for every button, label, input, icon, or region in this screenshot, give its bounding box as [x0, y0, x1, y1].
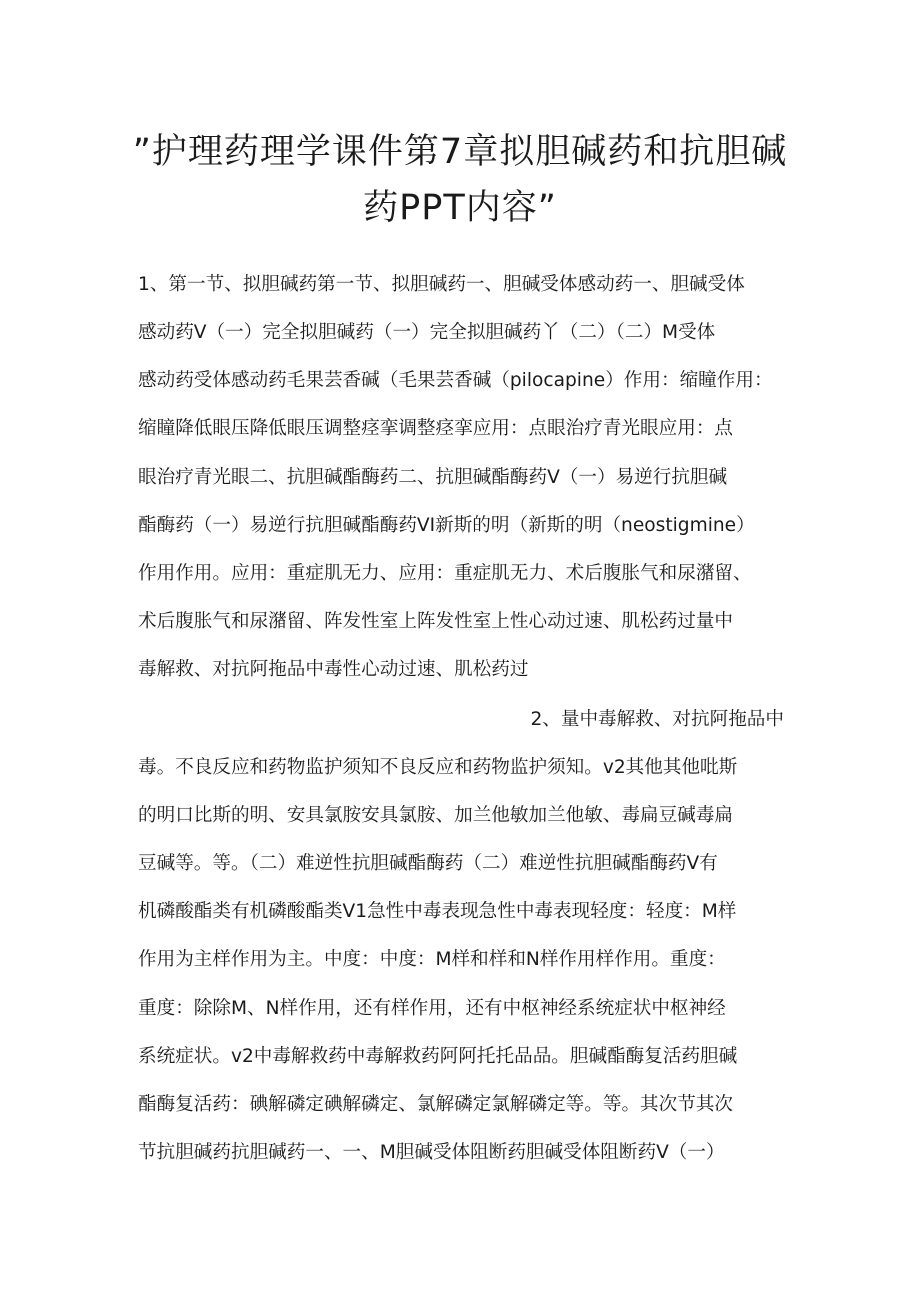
body-line-8: 术后腹胀气和尿潴留、阵发性室上阵发性室上性心动过速、肌松药过量中: [138, 611, 734, 632]
body-line-19: 节抗胆碱药抗胆碱药一、一、M胆碱受体阻断药胆碱受体阻断药V（一）: [138, 1142, 725, 1163]
body-line-4: 缩瞳降低眼压降低眼压调整痉挛调整痉挛应用：点眼治疗青光眼应用：点: [138, 418, 734, 439]
body-line-2: 感动药V（一）完全拟胆碱药（一）完全拟胆碱药丫（二）（二）M受体: [138, 322, 716, 343]
body-line-5: 眼治疗青光眼二、抗胆碱酯酶药二、抗胆碱酯酶药V（一）易逆行抗胆碱: [138, 467, 728, 488]
body-line-12: 的明口比斯的明、安具氯胺安具氯胺、加兰他敏加兰他敏、毒扁豆碱毒扁: [138, 805, 734, 826]
body-line-6: 酯酶药（一）易逆行抗胆碱酯酶药VI新斯的明（新斯的明（neostigmine）: [138, 515, 755, 536]
body-line-11: 毒。不良反应和药物监护须知不良反应和药物监护须知。v2其他其他吡斯: [138, 757, 738, 778]
body-line-18: 酯酶复活药：碘解磷定碘解磷定、氯解磷定氯解磷定等。等。其次节其次: [138, 1094, 734, 1115]
document-title-line-1: ”护理药理学课件第7章拟胆碱药和抗胆碱: [132, 132, 788, 172]
body-line-10: 2、量中毒解救、对抗阿拖品中: [530, 709, 784, 730]
body-line-1: 1、第一节、拟胆碱药第一节、拟胆碱药一、胆碱受体感动药一、胆碱受体: [138, 274, 745, 295]
body-line-3: 感动药受体感动药毛果芸香碱（毛果芸香碱（pilocapine）作用：缩瞳作用：: [138, 370, 773, 391]
body-line-13: 豆碱等。等。（二）难逆性抗胆碱酯酶药（二）难逆性抗胆碱酯酶药V有: [138, 853, 718, 874]
body-line-15: 作用为主样作用为主。中度：中度：M样和样和N样作用样作用。重度：: [138, 949, 726, 970]
body-line-7: 作用作用。应用：重症肌无力、应用：重症肌无力、术后腹胀气和尿潴留、: [138, 563, 752, 584]
document-title-line-2: 药PPT内容”: [363, 188, 557, 228]
body-line-9: 毒解救、对抗阿拖品中毒性心动过速、肌松药过: [138, 659, 529, 680]
body-line-17: 系统症状。v2中毒解救药中毒解救药阿阿托托品品。胆碱酯酶复活药胆碱: [138, 1046, 738, 1067]
body-line-14: 机磷酸酯类有机磷酸酯类V1急性中毒表现急性中毒表现轻度：轻度：M样: [138, 901, 737, 922]
body-line-16: 重度：除除M、N样作用，还有样作用，还有中枢神经系统症状中枢神经: [138, 998, 726, 1019]
